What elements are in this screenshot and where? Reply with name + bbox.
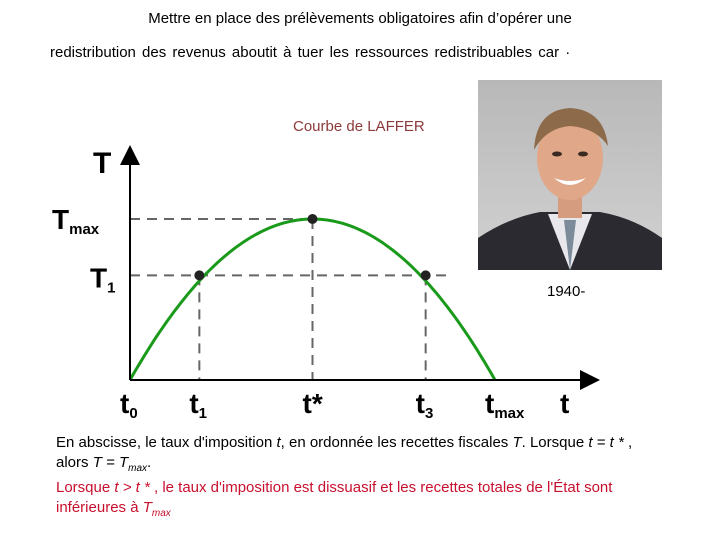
paragraph-definition: En abscisse, le taux d'imposition t, en ordonnée les recettes fiscales T. Lorsque t = t * , alors $T = T_{max}$. [56, 434, 633, 474]
x-tick-2: t* [302, 388, 323, 419]
data-point-1 [308, 214, 318, 224]
title-line-2: redistribution des revenus aboutit à tuer les ressources redistribuables car · [50, 44, 571, 61]
x-axis-label: t [560, 388, 570, 419]
y-axis-label: T [93, 147, 112, 180]
x-tick-4: tmax [485, 388, 525, 422]
x-tick-0: t0 [120, 388, 138, 422]
y-tick-tmax: Tmax [52, 204, 100, 238]
paragraph-conclusion: Lorsque t > t * , le taux d'imposition est dissuasif et les recettes totales de l'État sont inférieures à $T_{max}$ [56, 479, 613, 519]
title-line-1: Mettre en place des prélèvements obligatoires afin d’opérer une [148, 10, 572, 27]
curve-label: Courbe de LAFFER [293, 118, 425, 135]
laffer-chart [52, 145, 610, 425]
photo-caption: 1940- [547, 283, 586, 300]
x-tick-1: t1 [189, 388, 208, 422]
x-tick-3: t3 [415, 388, 434, 422]
data-point-0 [194, 270, 204, 280]
data-point-2 [421, 270, 431, 280]
y-tick-t1: T1 [90, 262, 116, 297]
